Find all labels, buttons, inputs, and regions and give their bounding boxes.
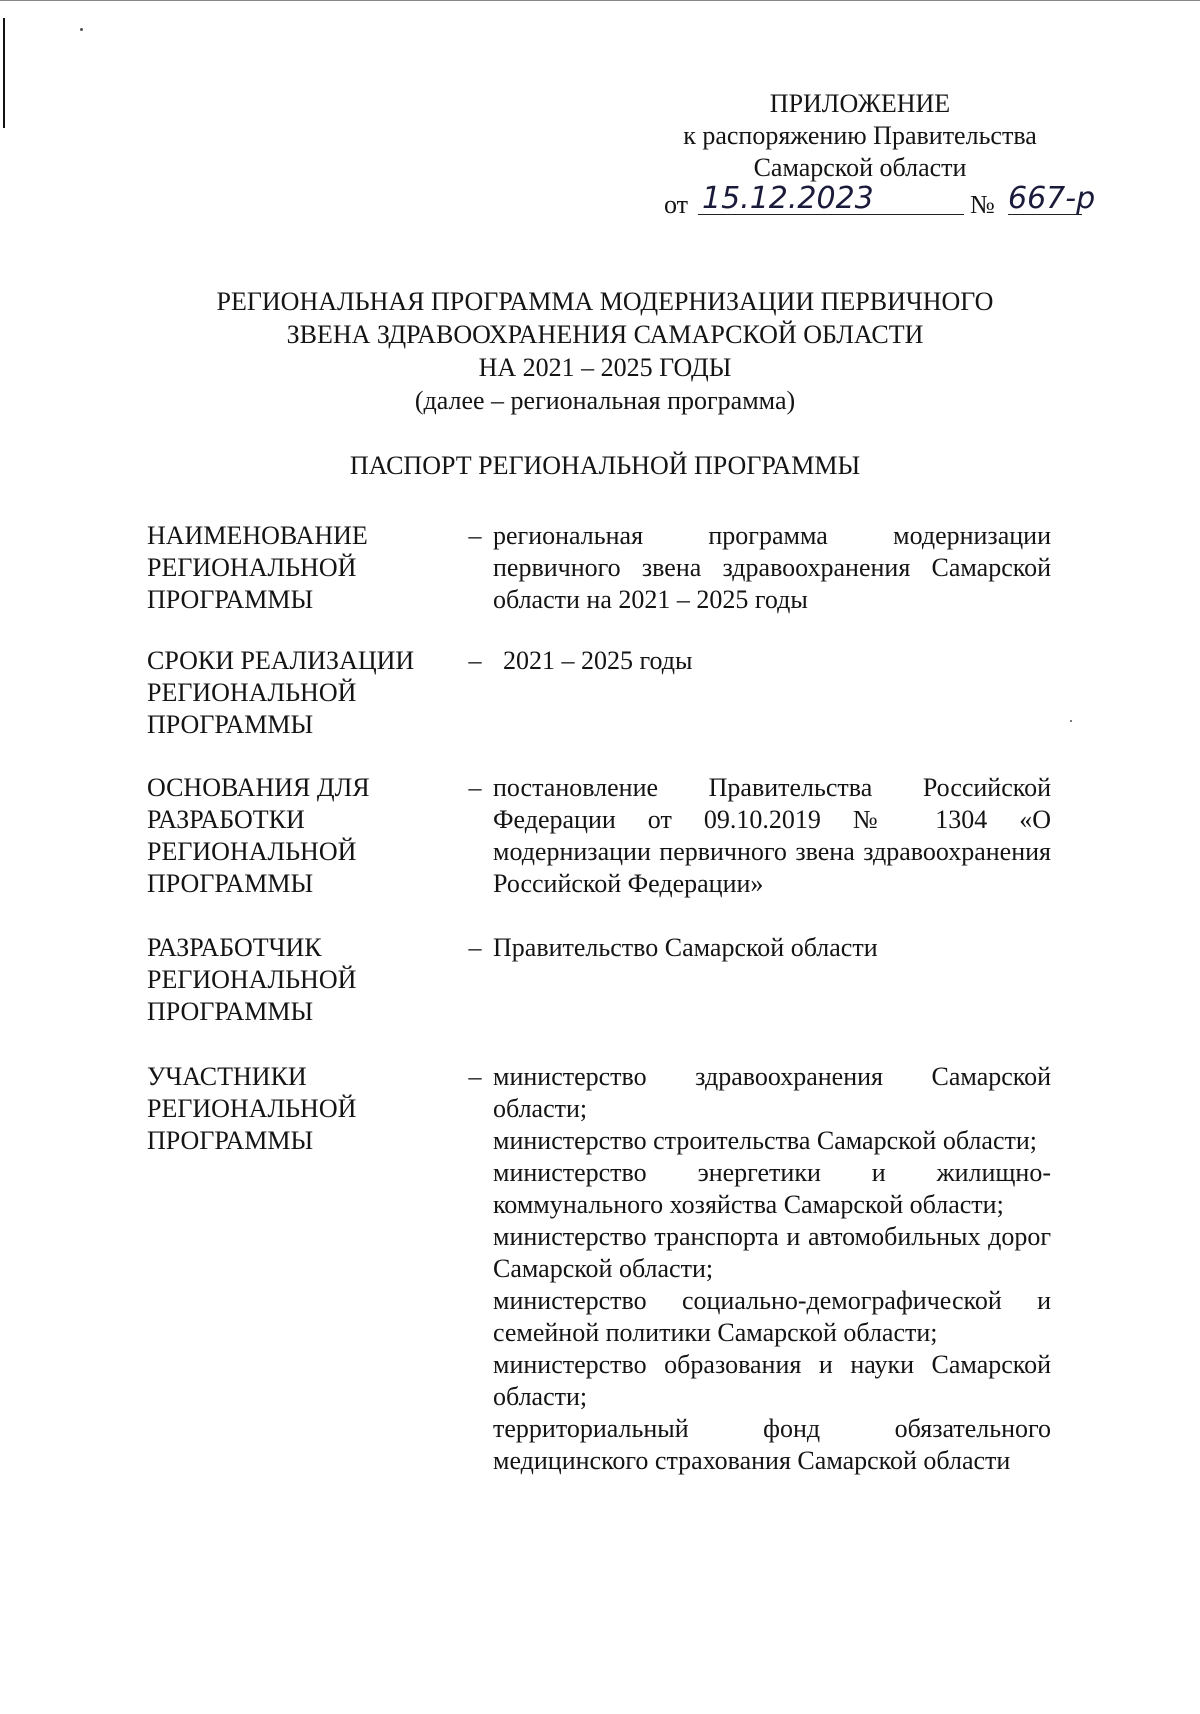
title-line-2: ЗВЕНА ЗДРАВООХРАНЕНИЯ САМАРСКОЙ ОБЛАСТИ [286, 320, 924, 349]
handwritten-date: 15.12.2023 [698, 184, 964, 215]
row-value: региональная программа модернизации первичного звена здравоохранения Самарской области на 2021 – 2025 годы [493, 521, 1051, 614]
handwritten-number: 667-р [1008, 181, 1096, 216]
row-value: постановление Правительства Российской Федерации от 09.10.2019 № 1304 «О модернизации первичного звена здравоохранения Российской Федерации» [493, 773, 1051, 898]
row-dash: – [468, 1062, 482, 1091]
title-line-3: НА 2021 – 2025 ГОДЫ [478, 353, 732, 382]
appendix-reference: к распоряжению Правительства [683, 121, 1037, 150]
row-dash: – [468, 773, 482, 802]
title-line-1: РЕГИОНАЛЬНАЯ ПРОГРАММА МОДЕРНИЗАЦИИ ПЕРВИЧНОГО [216, 287, 994, 316]
row-dash: – [468, 933, 482, 962]
participant-item: министерство социально-демографической и семейной политики Самарской области; [493, 1286, 1051, 1347]
row-value: Правительство Самарской области [493, 933, 878, 962]
scan-speck [80, 28, 83, 31]
program-title [110, 285, 1100, 417]
scan-speck [1070, 720, 1072, 722]
row-dash: – [468, 646, 482, 675]
scan-top-edge [0, 0, 1200, 1]
title-line-4: (далее – региональная программа) [414, 386, 796, 415]
order-date-number [664, 181, 1096, 224]
participant-item: министерство здравоохранения Самарской области; [493, 1062, 1051, 1123]
row-label: ОСНОВАНИЯ ДЛЯ РАЗРАБОТКИ РЕГИОНАЛЬНОЙ ПРОГРАММЫ [147, 773, 370, 898]
appendix-header [600, 88, 1120, 184]
date-prefix: от [664, 190, 689, 219]
participant-item: министерство строительства Самарской области; [493, 1126, 1037, 1155]
number-prefix: № [970, 190, 995, 219]
row-label: СРОКИ РЕАЛИЗАЦИИ РЕГИОНАЛЬНОЙ ПРОГРАММЫ [147, 646, 415, 739]
row-value: 2021 – 2025 годы [503, 646, 693, 675]
row-dash: – [468, 521, 482, 550]
row-value [493, 1061, 1051, 1477]
participant-item: территориальный фонд обязательного медицинского страхования Самарской области [493, 1414, 1051, 1475]
passport-heading: ПАСПОРТ РЕГИОНАЛЬНОЙ ПРОГРАММЫ [349, 451, 861, 480]
row-label: УЧАСТНИКИ РЕГИОНАЛЬНОЙ ПРОГРАММЫ [147, 1062, 357, 1155]
appendix-title: ПРИЛОЖЕНИЕ [769, 89, 951, 118]
participant-item: министерство транспорта и автомобильных дорог Самарской области; [493, 1222, 1051, 1283]
row-label: РАЗРАБОТЧИК РЕГИОНАЛЬНОЙ ПРОГРАММЫ [147, 933, 357, 1026]
participant-item: министерство образования и науки Самарской области; [493, 1350, 1051, 1411]
scan-left-mark [3, 18, 5, 128]
row-label: НАИМЕНОВАНИЕ РЕГИОНАЛЬНОЙ ПРОГРАММЫ [147, 521, 368, 614]
participant-item: министерство энергетики и жилищно-коммунального хозяйства Самарской области; [493, 1158, 1051, 1219]
appendix-region: Самарской области [753, 153, 967, 182]
